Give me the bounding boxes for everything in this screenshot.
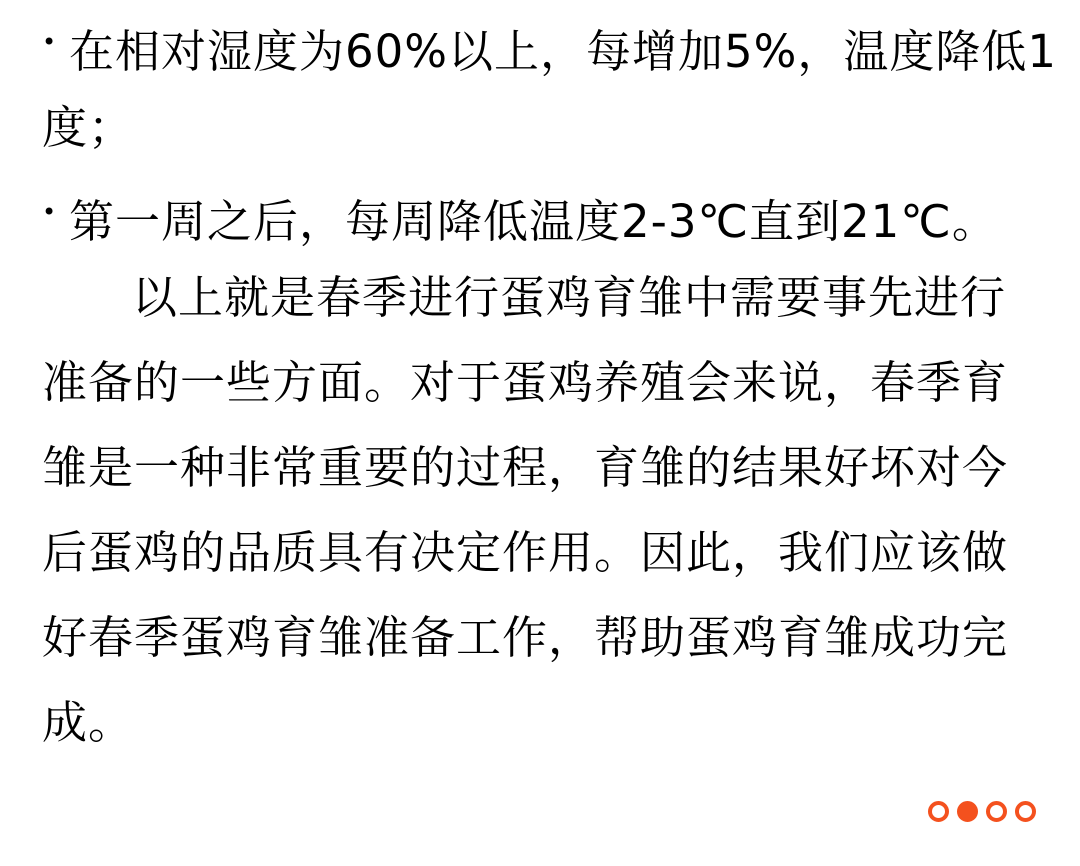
paragraph-text: 雏是一种非常重要的过程，育雏的结果好坏对今 — [42, 441, 1009, 494]
bullet-line-wrap — [42, 85, 1042, 170]
bullet-item — [42, 170, 1042, 255]
pagination-dot[interactable] — [957, 801, 978, 822]
paragraph-line — [42, 680, 1042, 765]
paragraph-text: 以上就是春季进行蛋鸡育雏中需要事先进行 — [132, 271, 1007, 324]
bullet-icon: • — [42, 28, 57, 56]
pagination-dot[interactable] — [986, 801, 1007, 822]
bullet-item-text: 度； — [42, 101, 135, 154]
paragraph-line — [42, 425, 1042, 510]
paragraph-line — [42, 255, 1042, 340]
paragraph-text: 成。 — [42, 696, 135, 749]
paragraph — [42, 255, 1042, 765]
paragraph-line — [42, 510, 1042, 595]
paragraph-text: 好春季蛋鸡育雏准备工作，帮助蛋鸡育雏成功完 — [42, 611, 1009, 664]
pagination — [928, 801, 1036, 822]
paragraph-text: 准备的一些方面。对于蛋鸡养殖会来说，春季育 — [42, 356, 1009, 409]
paragraph-line — [42, 595, 1042, 680]
bullet-line — [42, 170, 1042, 255]
pagination-dot[interactable] — [928, 801, 949, 822]
pagination-dot[interactable] — [1015, 801, 1036, 822]
bullet-item-text: 在相对湿度为60%以上，每增加5%，温度降低1 — [69, 25, 1058, 78]
bullet-item — [42, 0, 1058, 170]
bullet-icon: • — [42, 198, 57, 226]
paragraph-line — [42, 340, 1042, 425]
bullet-item-text: 第一周之后，每周降低温度2-3℃直到21℃。 — [69, 195, 998, 248]
bullet-line — [42, 0, 1058, 85]
paragraph-text: 后蛋鸡的品质具有决定作用。因此，我们应该做 — [42, 526, 1009, 579]
